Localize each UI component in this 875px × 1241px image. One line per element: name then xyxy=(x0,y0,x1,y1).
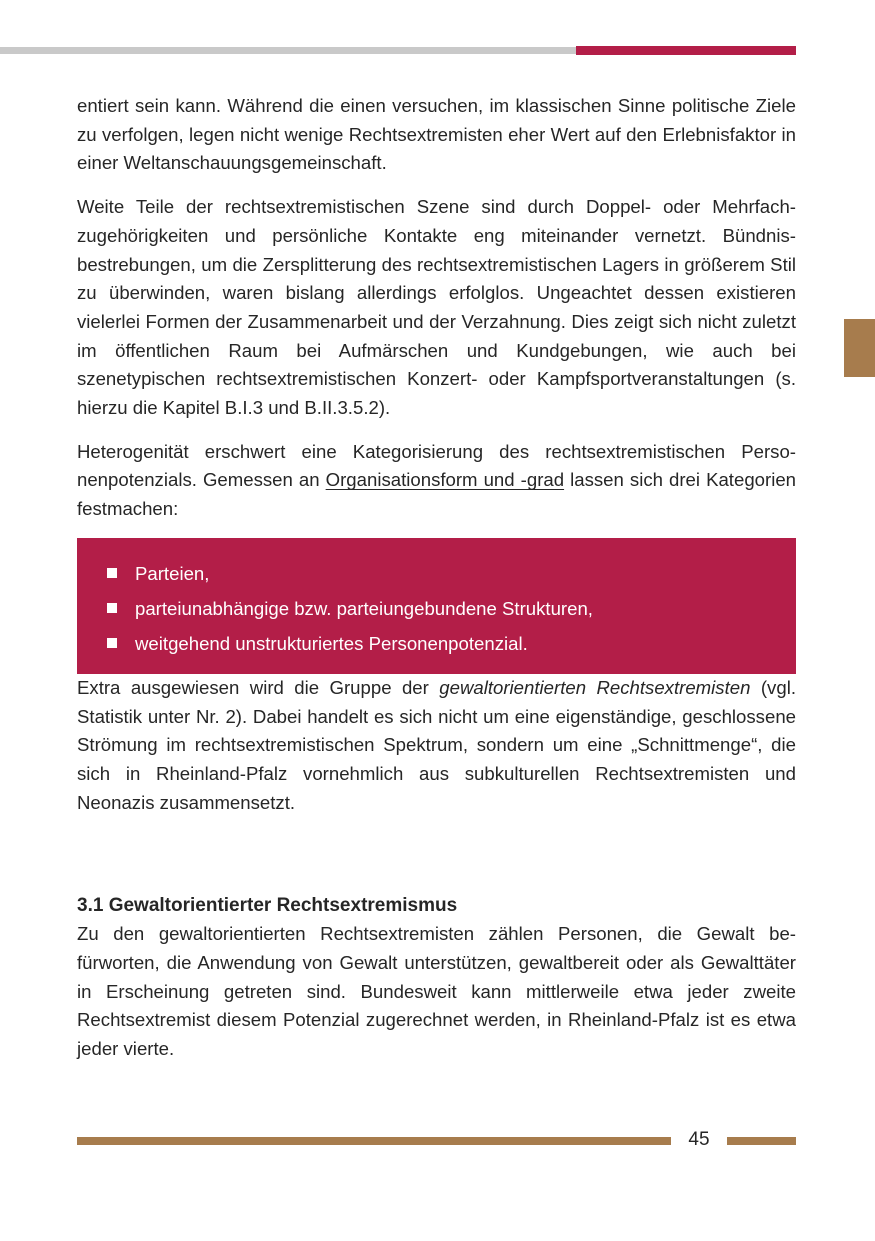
list-item xyxy=(107,556,796,591)
list-item-label: parteiunabhängige bzw. parteiungebundene Strukturen, xyxy=(135,597,593,619)
italic-term: gewaltorientierten Rechtsextremisten xyxy=(439,676,751,698)
footer-rule-right xyxy=(727,1137,796,1145)
section-paragraph: Zu den gewaltorientierten Rechtsextremisten zählen Personen, die Gewalt befürworten, die Anwendung von Gewalt unterstützen, gewaltbereit oder als Gewalttäter in Erscheinung getreten sind. Bundesweit kann mittlerweile etwa jeder zweite Rechtsextremist diesem Potenzial zugerechnet werden, in Rheinland-Pfalz ist es etwa jeder vierte. xyxy=(77,923,796,1060)
page-content xyxy=(77,92,796,1064)
square-bullet-icon xyxy=(107,568,117,578)
paragraph-3 xyxy=(77,438,796,524)
paragraph-4-text-start: Extra ausgewiesen wird die Gruppe der xyxy=(77,676,440,698)
chapter-tab-marker xyxy=(844,319,875,377)
square-bullet-icon xyxy=(107,638,117,648)
underlined-term: Organisationsform und -grad xyxy=(325,469,565,491)
paragraph-4-text-end: (vgl. Statistik unter Nr. 2). Dabei handelt es sich nicht um eine eigenständige, geschlossene Strömung im rechtsextremistischen Spektrum, sondern um eine „Schnittmenge“, die sich in Rheinland-Pfalz vornehmlich aus subkulturellen Rechtsextremisten und Neonazis zusammensetzt. xyxy=(77,676,796,813)
list-item-label: weitgehend unstrukturiertes Personenpotenzial. xyxy=(135,632,528,654)
section-heading: 3.1 Gewaltorientierter Rechtsextremismus xyxy=(77,895,458,917)
paragraph-3-text-start: Heterogenität erschwert eine Kategorisierung des rechtsextremistischen Personenpotenzials. Gemessen an xyxy=(77,440,796,491)
top-rule-accent xyxy=(576,46,796,55)
top-rule-gray xyxy=(0,47,576,54)
list-item xyxy=(107,591,796,626)
footer-rule-left xyxy=(77,1137,671,1145)
paragraph-1: entiert sein kann. Während die einen versuchen, im klassischen Sinne politische Ziele zu verfolgen, legen nicht wenige Rechtsextremisten eher Wert auf den Erlebnisfaktor in einer Weltanschauungsgemeinschaft. xyxy=(77,95,796,174)
paragraph-3-text-end: lassen sich drei Kategorien festmachen: xyxy=(77,469,797,520)
category-list xyxy=(107,556,796,661)
paragraph-4 xyxy=(77,674,796,818)
square-bullet-icon xyxy=(107,603,117,613)
paragraph-2: Weite Teile der rechtsextremistischen Szene sind durch Doppel- oder Mehrfachzugehörigkeiten und persönliche Kontakte eng miteinander vernetzt. Bündnisbestrebungen, um die Zersplitterung des rechtsextremistischen Lagers in größerem Stil zu überwinden, waren bislang allerdings erfolglos. Ungeachtet dessen existieren vielerlei Formen der Zusammenarbeit und der Verzahnung. Dies zeigt sich nicht zuletzt im öffentlichen Raum bei Aufmärschen und Kundgebungen, wie auch bei szenetypischen rechtsextremistischen Konzert- oder Kampfsportveranstaltungen (s. hierzu die Kapitel B.I.3 und B.II.3.5.2). xyxy=(77,196,796,419)
category-list-box xyxy=(77,538,796,674)
list-item xyxy=(107,626,796,661)
list-item-label: Parteien, xyxy=(135,562,210,584)
page-number: 45 xyxy=(688,1129,710,1150)
